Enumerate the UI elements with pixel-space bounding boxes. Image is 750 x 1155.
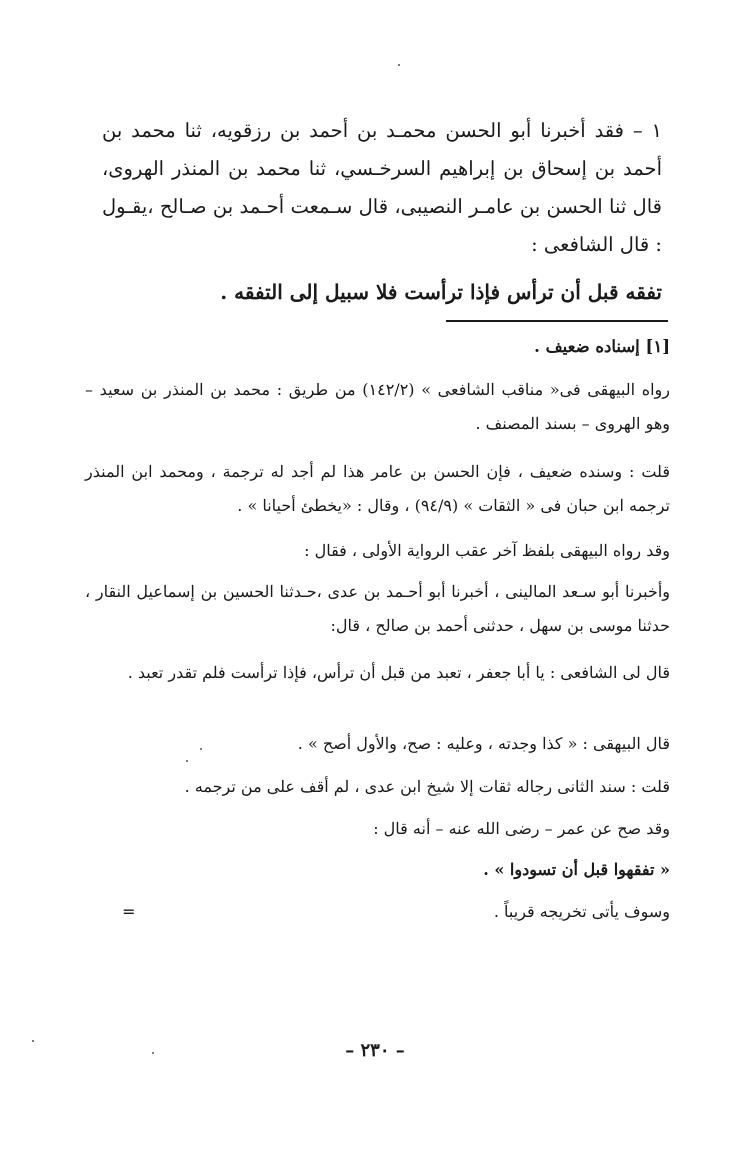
footnote-divider xyxy=(446,320,668,322)
footnote-paragraph-2: قلت : وسنده ضعيف ، فإن الحسن بن عامر هذا لم أجد له ترجمة ، ومحمد ابن المنذر ترجمه ابن حبان فى « الثقات » (٩٤/٩) ، وقال : «يخطئ أحيانا » . xyxy=(85,462,671,515)
footnote-paragraph-10: وسوف يأتى تخريجه قريباً . xyxy=(493,902,670,921)
footnote-paragraph-3: وقد رواه البيهقى بلفظ آخر عقب الرواية الأولى ، فقال : xyxy=(304,541,670,560)
page-number: – ٢٣٠ – xyxy=(345,1040,405,1061)
footnote-paragraph-6: قال البيهقى : « كذا وجدته ، وعليه : صح، والأول أصح » . xyxy=(297,734,670,753)
margin-mark: = xyxy=(122,902,136,921)
main-paragraph: ١ – فقد أخبرنا أبو الحسن محمـد بن أحمد بن رزقويه، ثنا محمد بن أحمد بن إسحاق بن إبراهيم السرخـسي، ثنا محمد بن المنذر الهروى، قال ثنا الحسن بن عامـر النصيبى، قال سـمعت أحـمد بن صـالح ،يقـول : قال الشافعى : xyxy=(102,119,662,256)
scan-speck xyxy=(398,64,400,66)
footnote-paragraph-4: وأخبرنا أبو سـعد المالينى ، أخبرنا أبو أحـمد بن عدى ،حـدثنا الحسين بن إسماعيل النقار ، حدثنا موسى بن سهل ، حدثنى أحمد بن صالح ، قال: xyxy=(85,582,670,635)
footnote-heading: [١] إسناده ضعيف . xyxy=(534,337,670,356)
scan-speck xyxy=(200,748,202,750)
footnote-paragraph-8: وقد صح عن عمر – رضى الله عنه – أنه قال : xyxy=(373,819,670,838)
scan-speck xyxy=(32,1040,34,1042)
quote-heading: تفقه قبل أن ترأس فإذا ترأست فلا سبيل إلى التفقه . xyxy=(220,280,662,304)
scan-speck xyxy=(152,1052,154,1054)
scan-speck xyxy=(186,760,188,762)
footnote-quote: « تفقهوا قبل أن تسودوا » . xyxy=(483,860,670,879)
footnote-paragraph-1: رواه البيهقى فى« مناقب الشافعى » (١٤٢/٢) من طريق : محمد بن المنذر بن سعيد – وهو الهروى – بسند المصنف . xyxy=(85,380,671,433)
footnote-paragraph-7: قلت : سند الثانى رجاله ثقات إلا شيخ ابن عدى ، لم أقف على من ترجمه . xyxy=(184,777,670,796)
footnote-paragraph-5: قال لى الشافعى : يا أبا جعفر ، تعبد من قبل أن ترأس، فإذا ترأست فلم تقدر تعبد . xyxy=(127,663,670,682)
